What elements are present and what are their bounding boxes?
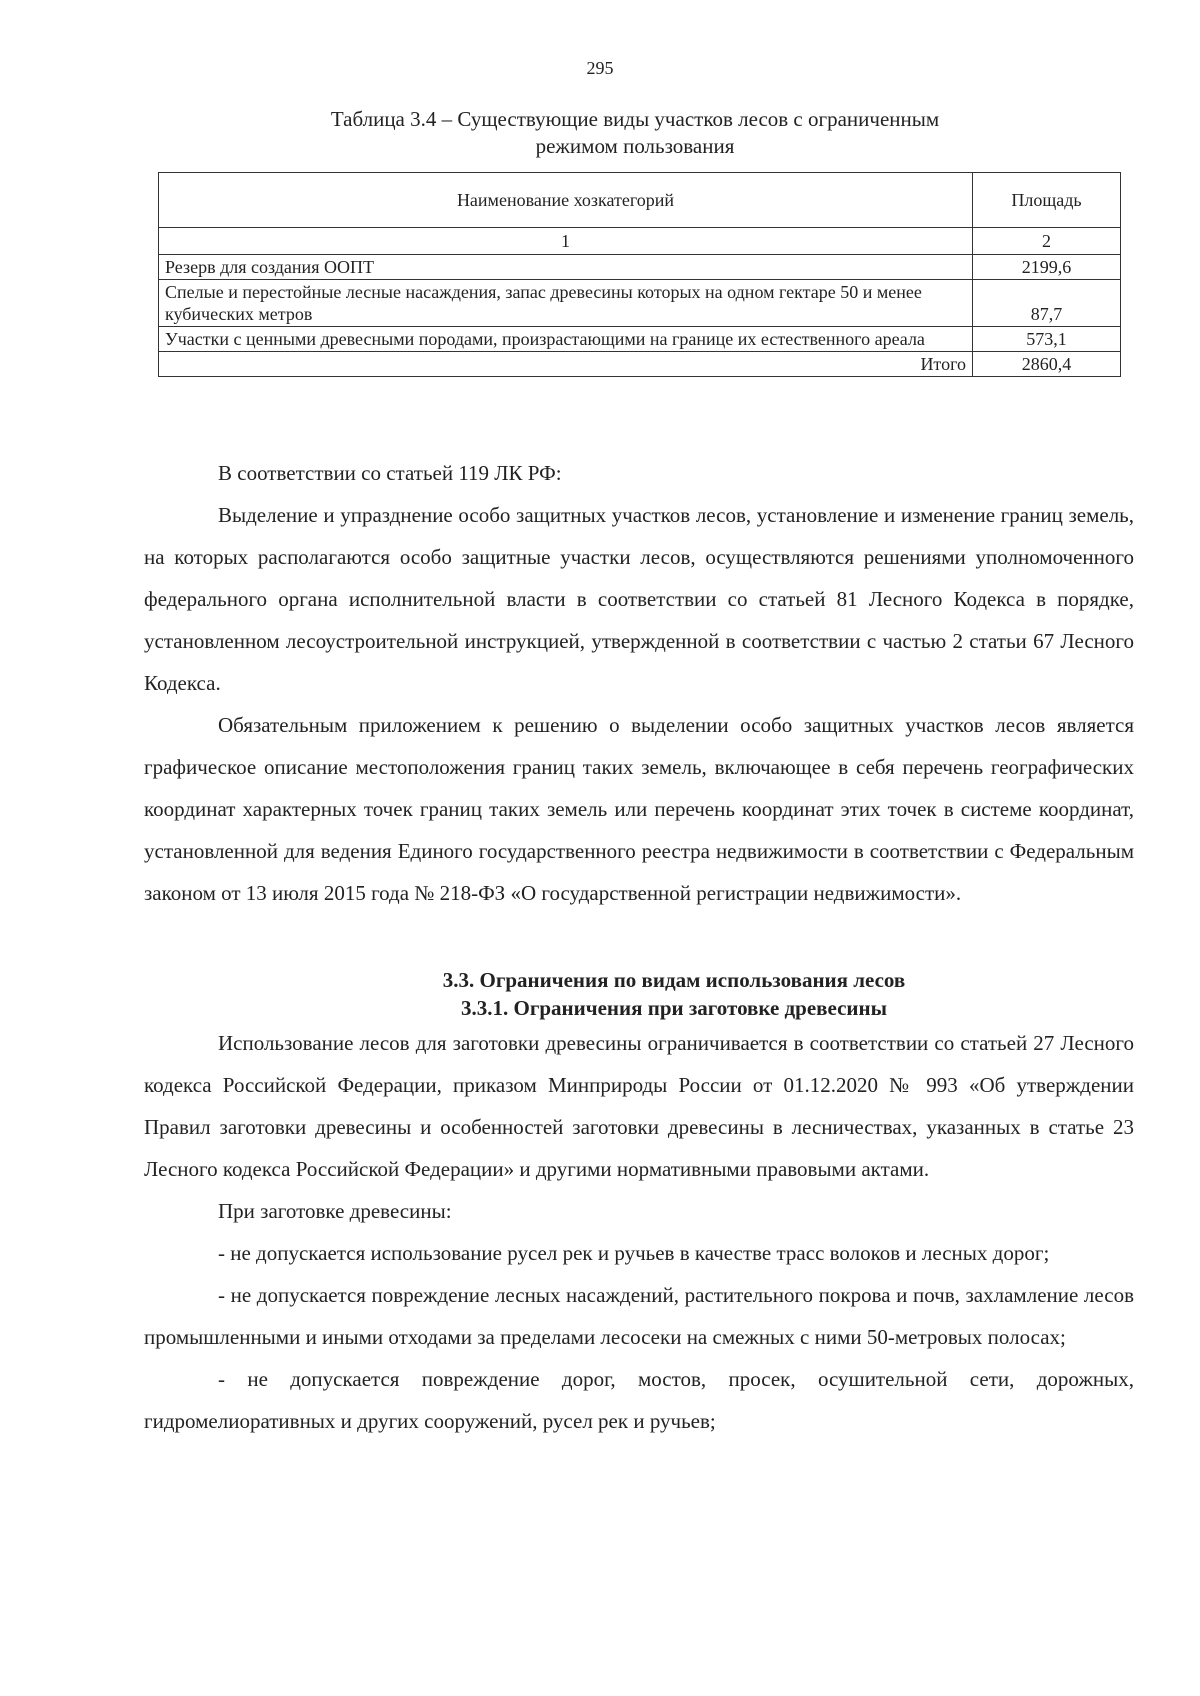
table-row bbox=[159, 280, 1121, 327]
body-section-2 bbox=[144, 966, 1134, 1442]
table-row bbox=[159, 255, 1121, 280]
list-item: - не допускается повреждение дорог, мостов, просек, осушительной сети, дорожных, гидромелиоративных и других сооружений, русел рек и ручьев; bbox=[144, 1367, 1134, 1433]
table-row bbox=[159, 327, 1121, 352]
forest-categories-table bbox=[158, 172, 1121, 377]
row-name: Спелые и перестойные лесные насаждения, запас древесины которых на одном гектаре 50 и менее кубических метров bbox=[159, 280, 973, 327]
row-name: Участки с ценными древесными породами, произрастающими на границе их естественного ареала bbox=[159, 327, 973, 352]
total-label: Итого bbox=[159, 352, 973, 377]
section-heading: 3.3. Ограничения по видам использования лесов bbox=[442, 968, 906, 992]
header-area: Площадь bbox=[973, 173, 1121, 228]
table-caption-line2: режимом пользования bbox=[535, 134, 735, 158]
list-item: - не допускается использование русел рек и ручьев в качестве трасс волоков и лесных дорог; bbox=[218, 1241, 1050, 1265]
paragraph: Обязательным приложением к решению о выделении особо защитных участков лесов является графическое описание местоположения границ таких земель, включающее в себя перечень географических координат характерных точек границ таких земель или перечень координат этих точек в системе координат, установленной для ведения Единого государственного реестра недвижимости в соответствии с Федеральным законом от 13 июля 2015 года № 218-ФЗ «О государственной регистрации недвижимости». bbox=[144, 713, 1134, 905]
row-area: 2199,6 bbox=[973, 255, 1121, 280]
paragraph: При заготовке древесины: bbox=[218, 1199, 452, 1223]
page-number: 295 bbox=[586, 58, 614, 78]
list-item: - не допускается повреждение лесных насаждений, растительного покрова и почв, захламление лесов промышленными и иными отходами за пределами лесосеки на смежных с ними 50-метровых полосах; bbox=[144, 1283, 1134, 1349]
paragraph: В соответствии со статьей 119 ЛК РФ: bbox=[218, 461, 562, 485]
paragraph: Использование лесов для заготовки древесины ограничивается в соответствии со статьей 27 Лесного кодекса Российской Федерации, приказом Минприроды России от 01.12.2020 № 993 «Об утверждении Правил заготовки древесины и особенностей заготовки древесины в лесничествах, указанных в статье 23 Лесного кодекса Российской Федерации» и другими нормативными правовыми актами. bbox=[144, 1031, 1134, 1181]
row-area: 87,7 bbox=[973, 280, 1121, 327]
column-number-1: 1 bbox=[159, 228, 973, 255]
paragraph: Выделение и упразднение особо защитных участков лесов, установление и изменение границ земель, на которых располагаются особо защитные участки лесов, осуществляются решениями уполномоченного федерального органа исполнительной власти в соответствии со статьей 81 Лесного Кодекса в порядке, установленном лесоустроительной инструкцией, утвержденной в соответствии с частью 2 статьи 67 Лесного Кодекса. bbox=[144, 503, 1134, 695]
table-caption-line1: Таблица 3.4 – Существующие виды участков лесов с ограниченным bbox=[330, 107, 940, 131]
row-name: Резерв для создания ООПТ bbox=[159, 255, 973, 280]
table-column-number-row bbox=[159, 228, 1121, 255]
row-area: 573,1 bbox=[973, 327, 1121, 352]
table-total-row bbox=[159, 352, 1121, 377]
table-caption bbox=[260, 106, 1010, 160]
column-number-2: 2 bbox=[973, 228, 1121, 255]
total-value: 2860,4 bbox=[973, 352, 1121, 377]
subsection-heading: 3.3.1. Ограничения при заготовке древесины bbox=[461, 996, 887, 1020]
table-header-row bbox=[159, 173, 1121, 228]
body-section-1 bbox=[144, 452, 1134, 914]
header-category-name: Наименование хозкатегорий bbox=[159, 173, 973, 228]
